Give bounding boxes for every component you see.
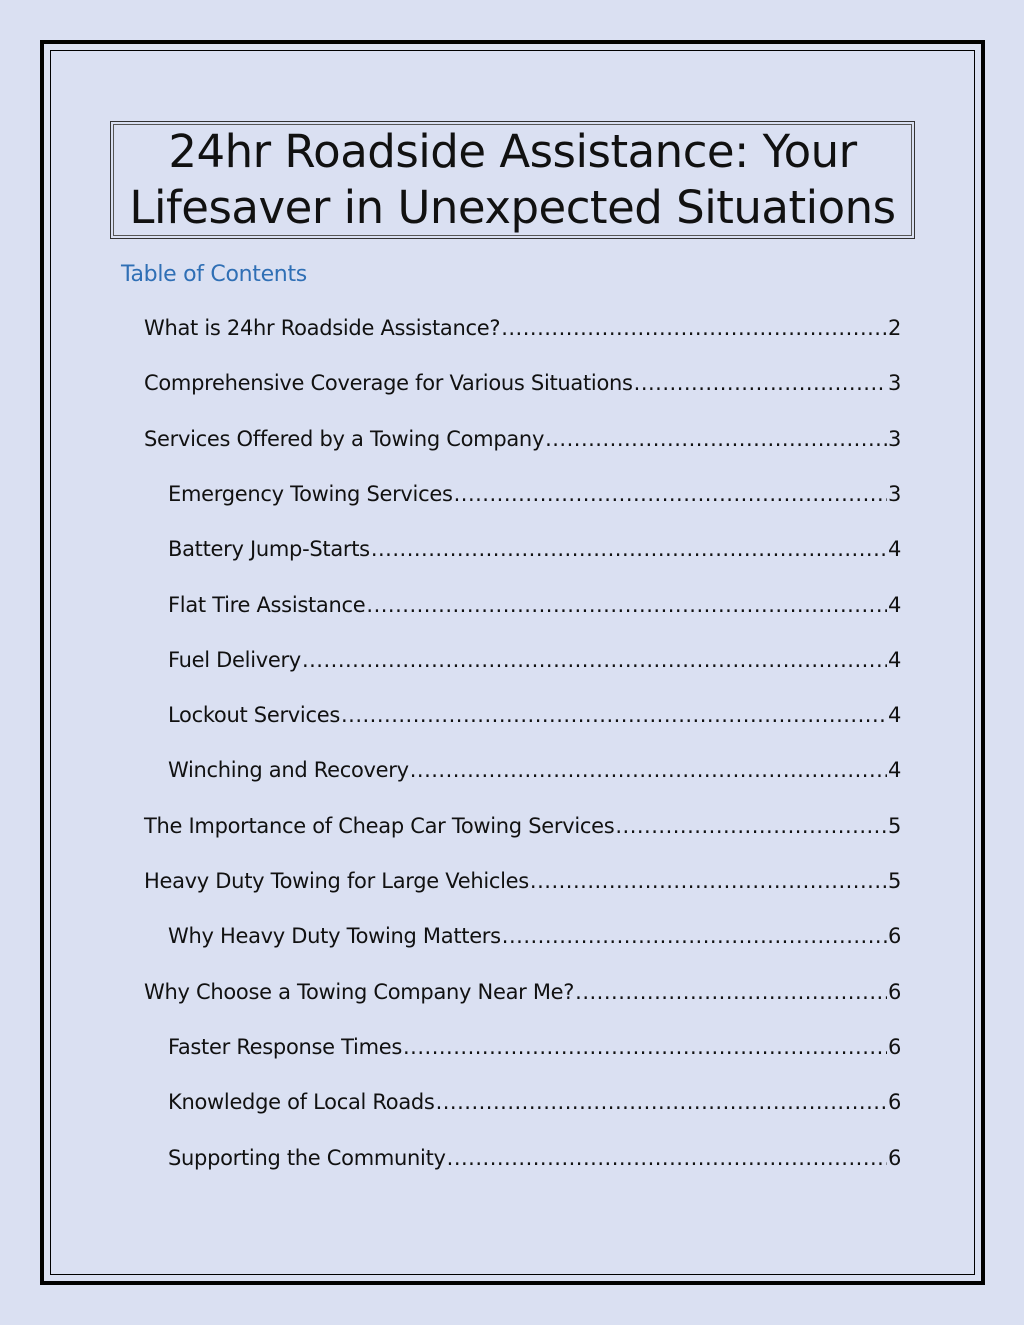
toc-entry-text: Why Choose a Towing Company Near Me? bbox=[144, 980, 575, 1004]
toc-page-number: 6 bbox=[887, 1146, 901, 1170]
document-title: 24hr Roadside Assistance: Your Lifesaver in Unexpected Situations bbox=[129, 125, 896, 234]
toc-entry[interactable] bbox=[144, 371, 901, 401]
toc-page-number: 4 bbox=[887, 648, 901, 672]
toc-entry[interactable] bbox=[144, 316, 901, 346]
toc-entry[interactable] bbox=[144, 427, 901, 457]
toc-entry-text: Flat Tire Assistance bbox=[168, 593, 366, 617]
toc-dot-leader bbox=[501, 316, 887, 340]
toc-entry[interactable] bbox=[144, 869, 901, 899]
toc-entry[interactable] bbox=[168, 593, 901, 623]
toc-page-number: 6 bbox=[887, 924, 901, 948]
toc-dot-leader bbox=[410, 758, 887, 782]
toc-dot-leader bbox=[341, 703, 887, 727]
toc-entry[interactable] bbox=[168, 648, 901, 678]
title-box bbox=[110, 121, 915, 239]
toc-dot-leader bbox=[502, 924, 887, 948]
toc-page-number: 3 bbox=[887, 427, 901, 451]
toc-entry[interactable] bbox=[168, 758, 901, 788]
toc-dot-leader bbox=[302, 648, 887, 672]
toc-dot-leader bbox=[436, 1090, 887, 1114]
toc-dot-leader bbox=[634, 371, 887, 395]
toc-entry-text: Comprehensive Coverage for Various Situations bbox=[144, 371, 633, 395]
toc-dot-leader bbox=[530, 869, 887, 893]
toc-page-number: 2 bbox=[887, 316, 901, 340]
toc-entry-text: Battery Jump-Starts bbox=[168, 537, 370, 561]
toc-dot-leader bbox=[447, 1146, 887, 1170]
toc-entry[interactable] bbox=[168, 1035, 901, 1065]
toc-dot-leader bbox=[454, 482, 887, 506]
toc-entry[interactable] bbox=[168, 1090, 901, 1120]
toc-entry-text: Fuel Delivery bbox=[168, 648, 301, 672]
toc-entry-text: Services Offered by a Towing Company bbox=[144, 427, 545, 451]
toc-entry-text: Heavy Duty Towing for Large Vehicles bbox=[144, 869, 529, 893]
toc-entry[interactable] bbox=[168, 1146, 901, 1176]
toc-entry-text: Faster Response Times bbox=[168, 1035, 402, 1059]
toc-entry-text: The Importance of Cheap Car Towing Services bbox=[144, 814, 615, 838]
toc-heading: Table of Contents bbox=[121, 262, 307, 287]
toc-page-number: 4 bbox=[887, 537, 901, 561]
toc-entry[interactable] bbox=[168, 537, 901, 567]
toc-page-number: 4 bbox=[887, 593, 901, 617]
toc-page-number: 4 bbox=[887, 758, 901, 782]
toc-page-number: 6 bbox=[887, 980, 901, 1004]
toc-page-number: 6 bbox=[887, 1035, 901, 1059]
toc-entry[interactable] bbox=[144, 814, 901, 844]
toc-dot-leader bbox=[366, 593, 887, 617]
toc-entry[interactable] bbox=[168, 482, 901, 512]
toc-entry-text: Lockout Services bbox=[168, 703, 340, 727]
toc-page-number: 3 bbox=[887, 371, 901, 395]
toc-entry[interactable] bbox=[168, 703, 901, 733]
toc-dot-leader bbox=[545, 427, 887, 451]
toc-dot-leader bbox=[371, 537, 887, 561]
toc-page-number: 5 bbox=[887, 869, 901, 893]
toc-page-number: 4 bbox=[887, 703, 901, 727]
toc-entry[interactable] bbox=[144, 980, 901, 1010]
toc-dot-leader bbox=[615, 814, 887, 838]
toc-entry-text: Supporting the Community bbox=[168, 1146, 446, 1170]
toc-dot-leader bbox=[403, 1035, 887, 1059]
toc-entry-text: Knowledge of Local Roads bbox=[168, 1090, 435, 1114]
toc-page-number: 3 bbox=[887, 482, 901, 506]
toc-page-number: 6 bbox=[887, 1090, 901, 1114]
toc-entry-text: Winching and Recovery bbox=[168, 758, 409, 782]
toc-entry-text: Emergency Towing Services bbox=[168, 482, 453, 506]
toc-entry-text: What is 24hr Roadside Assistance? bbox=[144, 316, 501, 340]
toc-page-number: 5 bbox=[887, 814, 901, 838]
toc-entry-text: Why Heavy Duty Towing Matters bbox=[168, 924, 501, 948]
toc-entry[interactable] bbox=[168, 924, 901, 954]
toc-dot-leader bbox=[575, 980, 887, 1004]
